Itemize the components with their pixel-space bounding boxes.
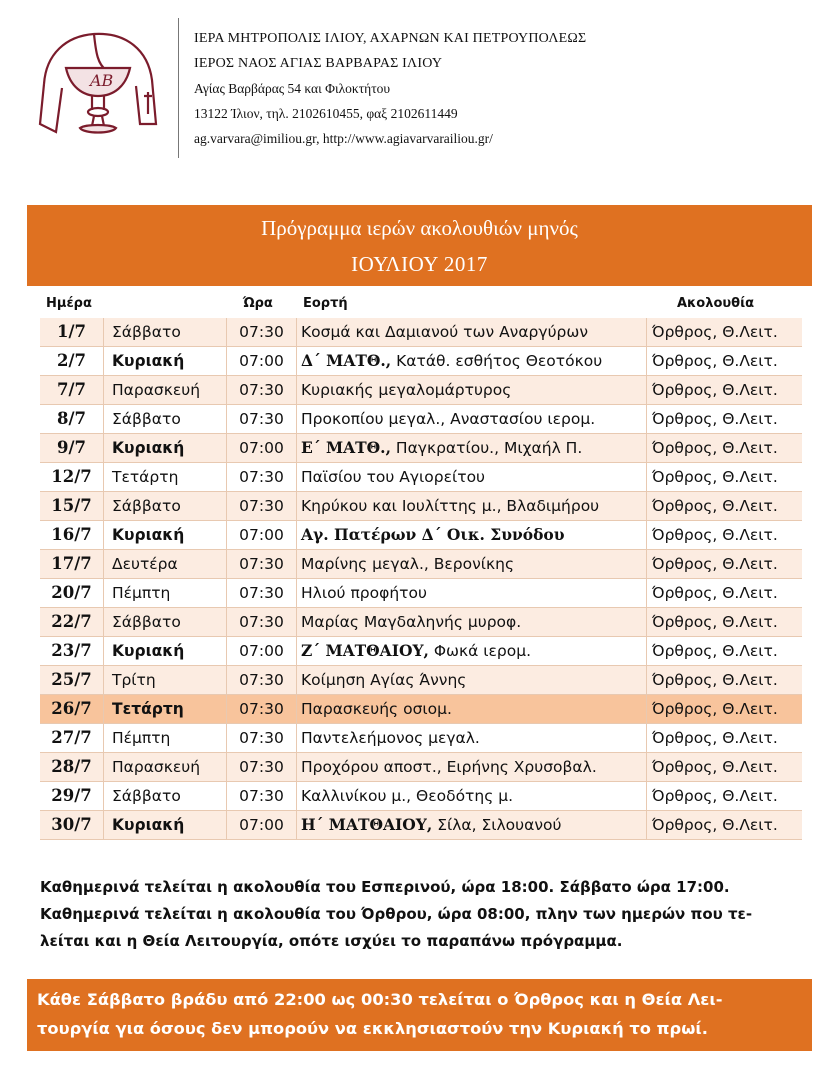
row-feast-text: Προκοπίου μεγαλ., Αναστασίου ιερομ. bbox=[301, 410, 596, 428]
row-feast-text: Προχόρου αποστ., Ειρήνης Χρυσοβαλ. bbox=[301, 758, 597, 776]
schedule-title-banner bbox=[27, 205, 812, 286]
row-time: 07:30 bbox=[227, 666, 297, 695]
svg-text:ΑΒ: ΑΒ bbox=[90, 71, 114, 90]
row-day: Σάββατο bbox=[104, 782, 227, 811]
header-divider bbox=[178, 18, 179, 158]
row-service: Όρθρος, Θ.Λειτ. bbox=[652, 584, 778, 602]
church-logo-icon bbox=[36, 24, 162, 140]
row-feast-text: Παρασκευής οσιομ. bbox=[301, 700, 452, 718]
column-header-day: Ημέρα bbox=[46, 296, 92, 311]
row-feast bbox=[297, 463, 647, 492]
row-date: 25/7 bbox=[40, 666, 104, 695]
vigil-note-line2: τουργία για όσους δεν μπορούν να εκκλησιαστούν την Κυριακή το πρωί. bbox=[37, 1019, 708, 1038]
row-feast bbox=[297, 724, 647, 753]
row-time: 07:30 bbox=[227, 376, 297, 405]
table-row bbox=[40, 318, 802, 347]
row-feast bbox=[297, 753, 647, 782]
row-service: Όρθρος, Θ.Λειτ. bbox=[652, 729, 778, 747]
note-matins-cont: λείται και η Θεία Λειτουργία, οπότε ισχύει το παραπάνω πρόγραμμα. bbox=[40, 932, 623, 950]
row-service: Όρθρος, Θ.Λειτ. bbox=[652, 787, 778, 805]
row-day: Σάββατο bbox=[104, 608, 227, 637]
row-day: Σάββατο bbox=[104, 492, 227, 521]
row-service: Όρθρος, Θ.Λειτ. bbox=[652, 816, 778, 834]
note-matins: Καθημερινά τελείται η ακολουθία του Όρθρου, ώρα 08:00, πλην των ημερών που τε- bbox=[40, 905, 753, 923]
table-row bbox=[40, 434, 802, 463]
table-row bbox=[40, 492, 802, 521]
row-time: 07:00 bbox=[227, 347, 297, 376]
row-day: Τρίτη bbox=[104, 666, 227, 695]
row-service: Όρθρος, Θ.Λειτ. bbox=[652, 352, 778, 370]
row-feast bbox=[297, 492, 647, 521]
row-date: 27/7 bbox=[40, 724, 104, 753]
row-feast bbox=[297, 695, 647, 724]
row-time: 07:30 bbox=[227, 492, 297, 521]
table-row bbox=[40, 579, 802, 608]
row-date: 20/7 bbox=[40, 579, 104, 608]
row-date: 12/7 bbox=[40, 463, 104, 492]
row-date: 9/7 bbox=[40, 434, 104, 463]
row-service: Όρθρος, Θ.Λειτ. bbox=[652, 323, 778, 341]
row-date: 17/7 bbox=[40, 550, 104, 579]
row-feast bbox=[297, 608, 647, 637]
row-feast-text: Σίλα, Σιλουανού bbox=[432, 816, 562, 834]
row-feast bbox=[297, 666, 647, 695]
header-address: Αγίας Βαρβάρας 54 και Φιλοκτήτου bbox=[194, 81, 391, 96]
table-row-highlighted bbox=[40, 695, 802, 724]
row-feast bbox=[297, 782, 647, 811]
table-row bbox=[40, 550, 802, 579]
row-feast-text: Κατάθ. εσθήτος Θεοτόκου bbox=[391, 352, 603, 370]
row-service: Όρθρος, Θ.Λειτ. bbox=[652, 468, 778, 486]
row-feast-text: Ηλιού προφήτου bbox=[301, 584, 427, 602]
row-time: 07:00 bbox=[227, 521, 297, 550]
row-service: Όρθρος, Θ.Λειτ. bbox=[652, 526, 778, 544]
row-day: Κυριακή bbox=[104, 637, 227, 666]
row-service: Όρθρος, Θ.Λειτ. bbox=[652, 497, 778, 515]
row-date: 29/7 bbox=[40, 782, 104, 811]
header-metropolis: ΙΕΡΑ ΜΗΤΡΟΠΟΛΙΣ ΙΛΙΟΥ, ΑΧΑΡΝΩΝ ΚΑΙ ΠΕΤΡΟΥΠΟΛΕΩΣ bbox=[194, 31, 587, 46]
table-row bbox=[40, 666, 802, 695]
row-day: Πέμπτη bbox=[104, 724, 227, 753]
row-date: 8/7 bbox=[40, 405, 104, 434]
row-feast-text: Μαρίας Μαγδαληνής μυροφ. bbox=[301, 613, 522, 631]
row-time: 07:30 bbox=[227, 782, 297, 811]
vigil-note-line1: Κάθε Σάββατο βράδυ από 22:00 ως 00:30 τελείται ο Όρθρος και η Θεία Λει- bbox=[37, 990, 723, 1009]
row-time: 07:30 bbox=[227, 550, 297, 579]
table-row bbox=[40, 521, 802, 550]
row-feast-bold: Αγ. Πατέρων Δ΄ Οικ. Συνόδου bbox=[301, 525, 565, 544]
header-contact[interactable]: ag.varvara@imiliou.gr, http://www.agiavarvarailiou.gr/ bbox=[194, 131, 493, 146]
row-service: Όρθρος, Θ.Λειτ. bbox=[652, 671, 778, 689]
table-row bbox=[40, 724, 802, 753]
row-date: 23/7 bbox=[40, 637, 104, 666]
row-date: 15/7 bbox=[40, 492, 104, 521]
table-row bbox=[40, 637, 802, 666]
row-feast bbox=[297, 376, 647, 405]
row-feast bbox=[297, 811, 647, 840]
row-feast-bold: Ζ΄ ΜΑΤΘΑΙΟΥ, bbox=[301, 641, 429, 660]
row-time: 07:30 bbox=[227, 463, 297, 492]
schedule-notes bbox=[40, 874, 810, 955]
row-time: 07:30 bbox=[227, 608, 297, 637]
row-feast-text: Κυριακής μεγαλομάρτυρος bbox=[301, 381, 512, 399]
row-service: Όρθρος, Θ.Λειτ. bbox=[652, 381, 778, 399]
row-service: Όρθρος, Θ.Λειτ. bbox=[652, 700, 778, 718]
row-day: Σάββατο bbox=[104, 318, 227, 347]
row-feast-text: Παϊσίου του Αγιορείτου bbox=[301, 468, 486, 486]
row-feast bbox=[297, 434, 647, 463]
row-time: 07:00 bbox=[227, 637, 297, 666]
row-day: Σάββατο bbox=[104, 405, 227, 434]
row-time: 07:30 bbox=[227, 405, 297, 434]
row-date: 28/7 bbox=[40, 753, 104, 782]
table-row bbox=[40, 811, 802, 840]
row-day: Κυριακή bbox=[104, 434, 227, 463]
table-row bbox=[40, 376, 802, 405]
row-time: 07:00 bbox=[227, 811, 297, 840]
row-feast bbox=[297, 347, 647, 376]
row-service: Όρθρος, Θ.Λειτ. bbox=[652, 642, 778, 660]
schedule-table bbox=[40, 318, 802, 840]
row-feast-text: Κοσμά και Δαμιανού των Αναργύρων bbox=[301, 323, 589, 341]
row-feast bbox=[297, 579, 647, 608]
row-date: 2/7 bbox=[40, 347, 104, 376]
row-day: Κυριακή bbox=[104, 521, 227, 550]
column-header-feast: Εορτή bbox=[303, 296, 348, 311]
row-day: Πέμπτη bbox=[104, 579, 227, 608]
row-date: 1/7 bbox=[40, 318, 104, 347]
row-day: Δευτέρα bbox=[104, 550, 227, 579]
row-feast bbox=[297, 550, 647, 579]
row-service: Όρθρος, Θ.Λειτ. bbox=[652, 555, 778, 573]
row-time: 07:30 bbox=[227, 695, 297, 724]
row-date: 7/7 bbox=[40, 376, 104, 405]
row-day: Παρασκευή bbox=[104, 376, 227, 405]
row-date: 22/7 bbox=[40, 608, 104, 637]
row-time: 07:30 bbox=[227, 318, 297, 347]
row-service: Όρθρος, Θ.Λειτ. bbox=[652, 410, 778, 428]
table-row bbox=[40, 347, 802, 376]
row-time: 07:00 bbox=[227, 434, 297, 463]
row-feast-bold: Δ΄ ΜΑΤΘ., bbox=[301, 351, 392, 370]
row-service: Όρθρος, Θ.Λειτ. bbox=[652, 613, 778, 631]
parish-header bbox=[194, 26, 586, 151]
row-time: 07:30 bbox=[227, 724, 297, 753]
column-header-time: Ώρα bbox=[243, 296, 273, 311]
schedule-month: ΙΟΥΛΙΟΥ 2017 bbox=[351, 252, 488, 276]
row-feast-bold: Ε΄ ΜΑΤΘ., bbox=[301, 438, 391, 457]
row-day: Τετάρτη bbox=[104, 695, 227, 724]
row-feast-text: Κηρύκου και Ιουλίττης μ., Βλαδιμήρου bbox=[301, 497, 600, 515]
row-service: Όρθρος, Θ.Λειτ. bbox=[652, 439, 778, 457]
row-day: Παρασκευή bbox=[104, 753, 227, 782]
table-row bbox=[40, 405, 802, 434]
row-day: Κυριακή bbox=[104, 811, 227, 840]
table-row bbox=[40, 463, 802, 492]
row-feast-text: Παγκρατίου., Μιχαήλ Π. bbox=[390, 439, 583, 457]
row-feast-text: Μαρίνης μεγαλ., Βερονίκης bbox=[301, 555, 515, 573]
saturday-vigil-banner bbox=[27, 979, 812, 1051]
row-feast-text: Παντελεήμονος μεγαλ. bbox=[301, 729, 480, 747]
row-date: 26/7 bbox=[40, 695, 104, 724]
row-time: 07:30 bbox=[227, 753, 297, 782]
row-feast bbox=[297, 405, 647, 434]
row-feast-text: Κοίμηση Αγίας Άννης bbox=[301, 671, 467, 689]
row-feast-text: Καλλινίκου μ., Θεοδότης μ. bbox=[301, 787, 514, 805]
row-day: Κυριακή bbox=[104, 347, 227, 376]
row-time: 07:30 bbox=[227, 579, 297, 608]
row-feast-bold: Η΄ ΜΑΤΘΑΙΟΥ, bbox=[301, 815, 433, 834]
schedule-title: Πρόγραμμα ιερών ακολουθιών μηνός bbox=[261, 216, 578, 240]
row-day: Τετάρτη bbox=[104, 463, 227, 492]
header-phone: 13122 Ίλιον, τηλ. 2102610455, φαξ 2102611449 bbox=[194, 106, 458, 121]
header-church: ΙΕΡΟΣ ΝΑΟΣ ΑΓΙΑΣ ΒΑΡΒΑΡΑΣ ΙΛΙΟΥ bbox=[194, 56, 443, 71]
column-header-service: Ακολουθία bbox=[677, 296, 755, 311]
note-vespers: Καθημερινά τελείται η ακολουθία του Εσπερινού, ώρα 18:00. Σάββατο ώρα 17:00. bbox=[40, 878, 730, 896]
row-service: Όρθρος, Θ.Λειτ. bbox=[652, 758, 778, 776]
table-row bbox=[40, 782, 802, 811]
table-row bbox=[40, 608, 802, 637]
row-feast bbox=[297, 318, 647, 347]
row-date: 16/7 bbox=[40, 521, 104, 550]
table-row bbox=[40, 753, 802, 782]
row-feast bbox=[297, 637, 647, 666]
row-feast-text: Φωκά ιερομ. bbox=[428, 642, 532, 660]
row-feast bbox=[297, 521, 647, 550]
row-date: 30/7 bbox=[40, 811, 104, 840]
